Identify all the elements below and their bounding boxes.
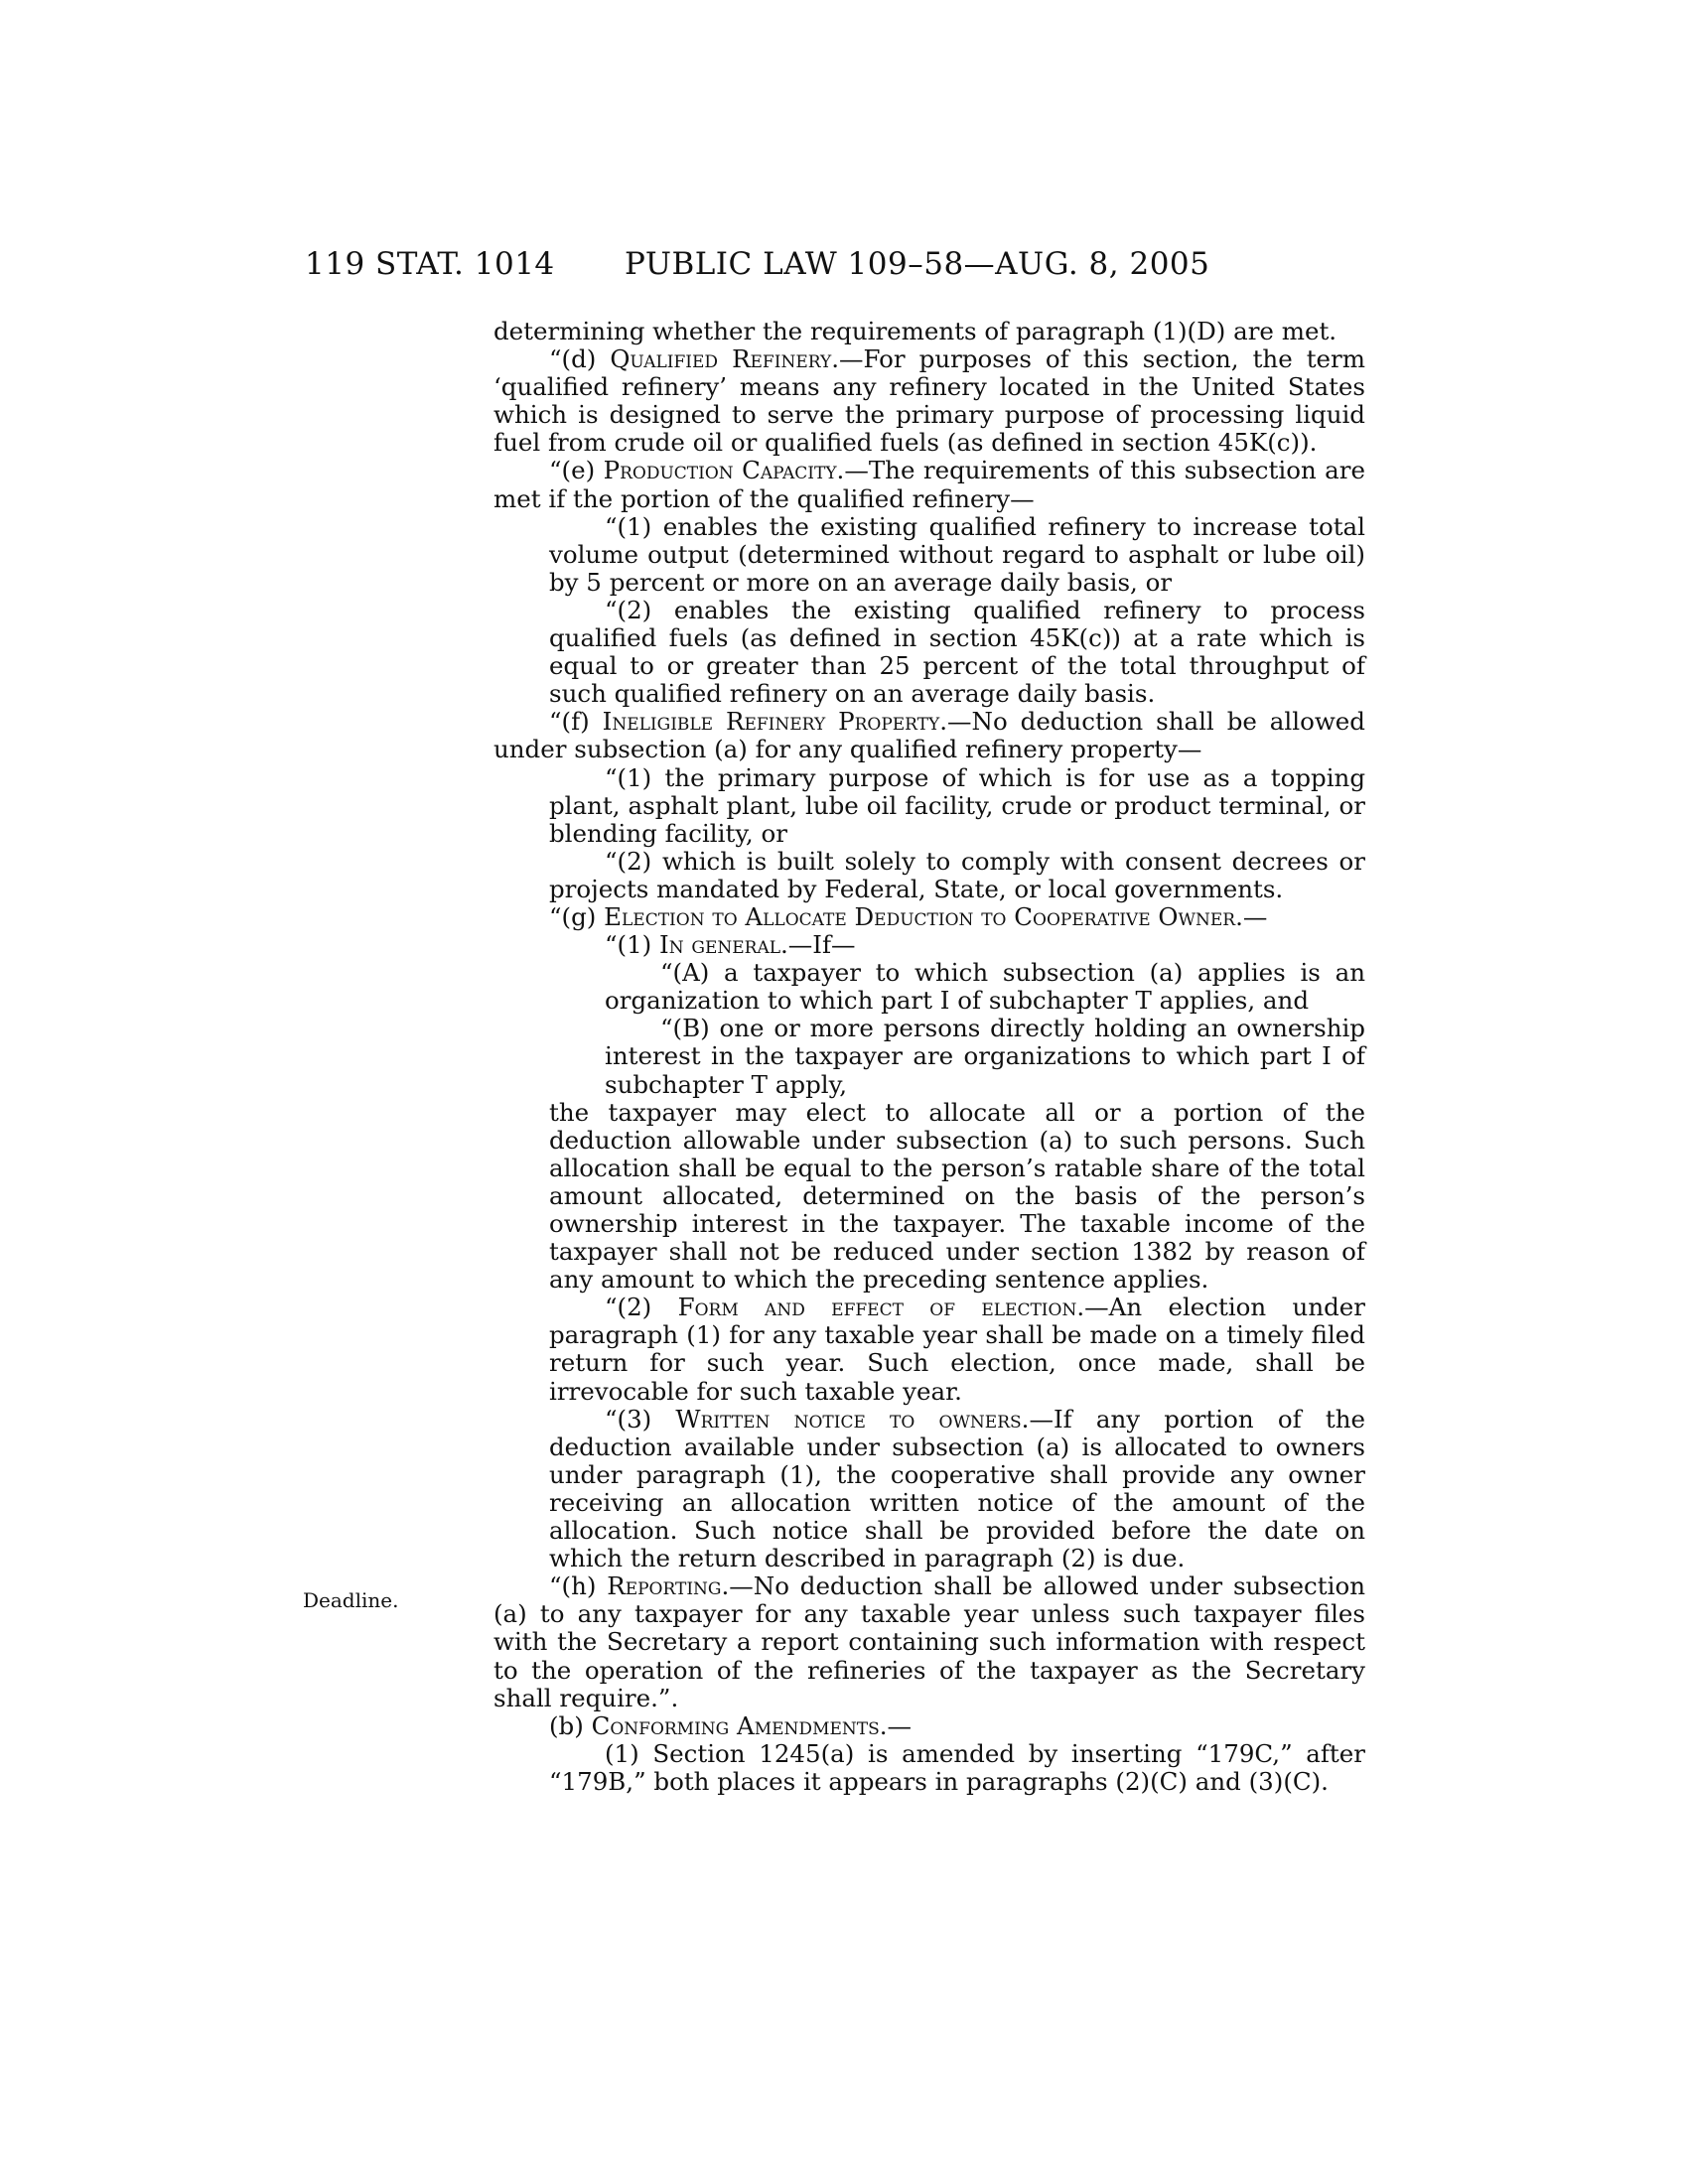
running-head: PUBLIC LAW 109–58—AUG. 8, 2005 — [625, 246, 1210, 282]
paragraph-text: “(1) enables the existing qualified refinery to increase total volume output (determined without regard to asphalt or lube oil) by 5 percent or more on an average daily basis, or — [549, 511, 1365, 597]
paragraph-text: “(2) which is built solely to comply with consent decrees or projects mandated by Federal, State, or local governments. — [549, 846, 1365, 903]
paragraph — [493, 959, 1365, 1015]
paragraph-prefix: “(h) — [549, 1571, 608, 1601]
paragraph-heading: Conforming Amendments — [591, 1710, 880, 1740]
paragraph-text: .—If any portion of the deduction available under subsection (a) is allocated to owners under paragraph (1), the cooperative shall provide any owner receiving an allocation written notice of the amount of the allocation. Such notice shall be provided before the date on which the return described in paragraph (2) is due. — [549, 1404, 1365, 1573]
paragraph-heading: Qualified Refinery — [610, 344, 832, 374]
paragraph-heading: In general — [659, 930, 781, 960]
paragraph-prefix: “(3) — [605, 1404, 676, 1433]
paragraph-text: the taxpayer may elect to allocate all or a portion of the deduction allowable under subsection (a) to such persons. Such allocation shall be equal to the person’s ratable share of the total amount allocated, determined on the basis of the person’s ownership interest in the taxpayer. The taxable income of the taxpayer shall not be reduced under section 1382 by reason of any amount to which the preceding sentence applies. — [549, 1097, 1365, 1295]
paragraph — [493, 1015, 1365, 1098]
paragraph-text: .— — [1235, 901, 1268, 931]
paragraph-prefix: “(e) — [549, 456, 604, 485]
paragraph-heading: Form and effect of election — [677, 1293, 1077, 1322]
paragraph-text: .—An election under paragraph (1) for any taxable year shall be made on a timely filed return for such year. Such election, once made, shall be irrevocable for such taxable year. — [549, 1293, 1365, 1406]
paragraph-text: “(A) a taxpayer to which subsection (a) applies is an organization to which part I of subchapter T applies, and — [605, 958, 1365, 1016]
paragraph — [493, 1406, 1365, 1573]
paragraph — [493, 457, 1365, 512]
paragraph — [493, 1099, 1365, 1295]
paragraph-prefix: “(1) — [605, 930, 660, 960]
paragraph-text: “(B) one or more persons directly holding an ownership interest in the taxpayer are organizations to which part I of subchapter T apply, — [605, 1014, 1365, 1099]
paragraph — [493, 597, 1365, 708]
paragraph-text: determining whether the requirements of paragraph (1)(D) are met. — [493, 317, 1337, 345]
paragraph — [493, 1294, 1365, 1405]
paragraph-heading: Ineligible Refinery Property — [602, 707, 940, 737]
paragraph-heading: Reporting — [607, 1571, 722, 1601]
paragraph-text: .— — [879, 1710, 913, 1740]
paragraph-text: .—If— — [780, 930, 856, 960]
paragraph-prefix: “(2) — [605, 1293, 678, 1322]
paragraph-text: .—For purposes of this section, the term ‘qualified refinery’ means any refinery located in the United States which is designed to serve the primary purpose of processing liquid fuel from crude oil or qualified fuels (as defined in section 45K(c)). — [493, 344, 1365, 458]
paragraph-text: (1) Section 1245(a) is amended by inserting “179C,” after “179B,” both places it appears in paragraphs (2)(C) and (3)(C). — [549, 1738, 1365, 1796]
paragraph-text: .—No deduction shall be allowed under subsection (a) to any taxpayer for any taxable year unless such taxpayer files with the Secretary a report containing such information with respect to the operation of the refineries of the taxpayer as the Secretary shall require.”. — [493, 1571, 1365, 1712]
statute-page-number: 119 STAT. 1014 — [305, 246, 555, 282]
paragraph-prefix: “(g) — [549, 901, 605, 931]
page-header — [0, 246, 1688, 286]
paragraph — [493, 848, 1365, 903]
paragraph-text: “(1) the primary purpose of which is for use as a topping plant, asphalt plant, lube oil facility, crude or product terminal, or blending facility, or — [549, 762, 1365, 848]
paragraph — [493, 764, 1365, 848]
paragraph — [493, 1712, 1365, 1740]
paragraph-text: .—No deduction shall be allowed under subsection (a) for any qualified refinery property— — [493, 707, 1365, 764]
paragraph-prefix: (b) — [549, 1710, 592, 1740]
paragraph — [493, 1572, 1365, 1711]
paragraph — [493, 708, 1365, 763]
paragraph — [493, 345, 1365, 457]
paragraph — [493, 903, 1365, 931]
margin-note-deadline: Deadline. — [303, 1588, 399, 1612]
paragraph-text: .—The requirements of this subsection are met if the portion of the qualified refinery— — [493, 456, 1365, 513]
paragraph — [493, 318, 1365, 345]
paragraph — [493, 931, 1365, 959]
paragraph-heading: Election to Allocate Deduction to Cooperative Owner — [604, 901, 1236, 931]
paragraph-heading: Written notice to owners — [675, 1404, 1022, 1433]
paragraph-text: “(2) enables the existing qualified refinery to process qualified fuels (as defined in section 45K(c)) at a rate which is equal to or greater than 25 percent of the total throughput of such qualified refinery on an average daily basis. — [549, 595, 1365, 709]
paragraph-prefix: “(d) — [549, 344, 611, 374]
paragraph-heading: Production Capacity — [603, 456, 837, 485]
paragraph — [493, 1740, 1365, 1796]
paragraph-prefix: “(f) — [549, 707, 603, 737]
statute-body-text — [493, 318, 1365, 1796]
paragraph — [493, 513, 1365, 597]
